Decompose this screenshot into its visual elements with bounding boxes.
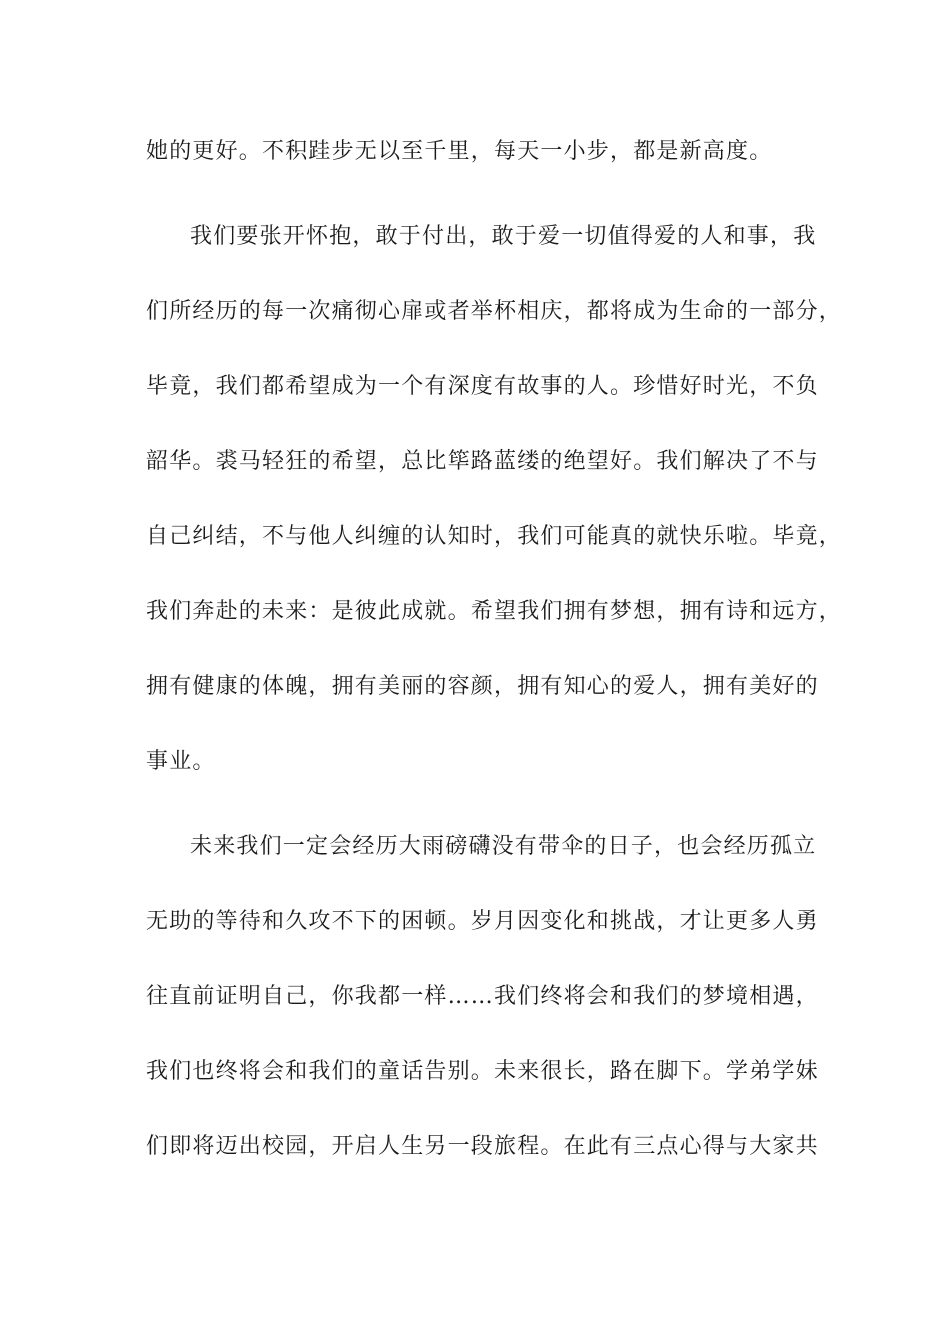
text-line: 毕竟，我们都希望成为一个有深度有故事的人。珍惜好时光，不负 bbox=[146, 374, 819, 399]
text-line: 们所经历的每一次痛彻心扉或者举杯相庆，都将成为生命的一部分， bbox=[146, 299, 843, 324]
text-line: 们即将迈出校园，开启人生另一段旅程。在此有三点心得与大家共 bbox=[146, 1134, 819, 1159]
text-line: 自己纠结，不与他人纠缠的认知时，我们可能真的就快乐啦。毕竟， bbox=[146, 524, 843, 549]
text-line: 我们奔赴的未来：是彼此成就。希望我们拥有梦想，拥有诗和远方， bbox=[146, 599, 843, 624]
text-line: 往直前证明自己，你我都一样……我们终将会和我们的梦境相遇， bbox=[146, 984, 819, 1009]
text-line: 无助的等待和久攻不下的困顿。岁月因变化和挑战，才让更多人勇 bbox=[146, 909, 819, 934]
text-line: 我们也终将会和我们的童话告别。未来很长，路在脚下。学弟学妹 bbox=[146, 1059, 819, 1084]
paragraph-first-line: 未来我们一定会经历大雨磅礴没有带伞的日子，也会经历孤立 bbox=[190, 834, 817, 859]
text-line: 事业。 bbox=[146, 749, 216, 774]
text-line: 韶华。裘马轻狂的希望，总比筚路蓝缕的绝望好。我们解决了不与 bbox=[146, 449, 819, 474]
text-line: 拥有健康的体魄，拥有美丽的容颜，拥有知心的爱人，拥有美好的 bbox=[146, 674, 819, 699]
text-line: 她的更好。不积跬步无以至千里，每天一小步，都是新高度。 bbox=[146, 139, 773, 164]
paragraph-first-line: 我们要张开怀抱，敢于付出，敢于爱一切值得爱的人和事，我 bbox=[190, 224, 817, 249]
